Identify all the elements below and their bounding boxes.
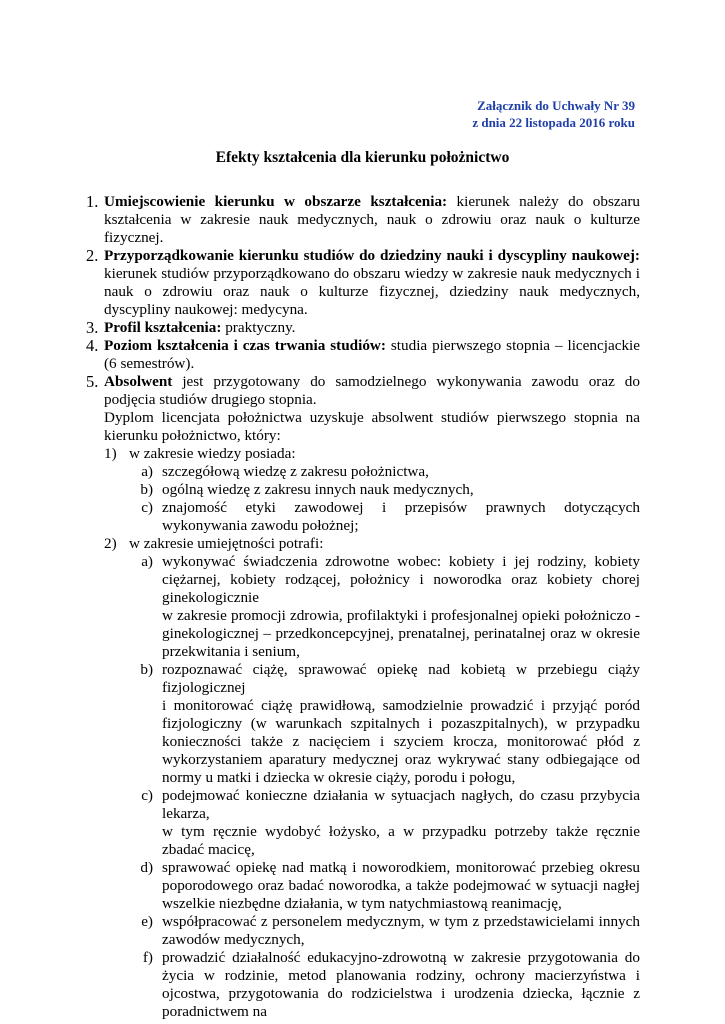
section-text: praktyczny.	[221, 319, 296, 336]
section-text: jest przygotowany do samodzielnego wykonywania zawodu oraz do podjęcia studiów drugiego stopnia.	[104, 373, 640, 408]
document-title: Efekty kształcenia dla kierunku położnictwo	[215, 149, 510, 166]
section-4	[86, 337, 640, 373]
section-1	[86, 193, 640, 247]
item-text-continued: w zakresie promocji zdrowia, profilaktyki i profesjonalnej opieki położniczo - ginekologicznej – przedkoncepcyjnej, prenatalnej, perinatalnej oraz w okresie przekwitania i senium,	[162, 607, 640, 660]
item-text: ogólną wiedzę z zakresu innych nauk medycznych,	[162, 481, 474, 498]
list-item	[86, 553, 640, 661]
section-5	[86, 373, 640, 409]
item-text: wykonywać świadczenia zdrowotne wobec: kobiety i jej rodziny, kobiety ciężarnej, kobiety rodzącej, położnicy i noworodka oraz kobiety chorej ginekologicznie	[162, 553, 640, 606]
subsection-number: 1)	[104, 445, 117, 462]
item-text: podejmować konieczne działania w sytuacjach nagłych, do czasu przybycia lekarza,	[162, 787, 640, 822]
attachment-line-2: z dnia 22 listopada 2016 roku	[472, 115, 635, 130]
section-heading: Absolwent	[104, 373, 173, 390]
item-label: a)	[141, 463, 153, 480]
item-text-continued: w tym ręcznie wydobyć łożysko, a w przypadku potrzeby także ręcznie zbadać macicę,	[162, 823, 640, 858]
list-item	[86, 463, 640, 481]
subsection-number: 2)	[104, 535, 117, 552]
section-text: kierunek studiów przyporządkowano do obszaru wiedzy w zakresie nauk medycznych i nauk o zdrowiu oraz nauk o kulturze fizycznej, dziedziny nauk medycznych, dyscypliny naukowej: medycyna.	[104, 265, 640, 318]
item-label: d)	[140, 859, 153, 876]
list-item	[86, 787, 640, 859]
attachment-header	[472, 97, 635, 131]
list-item	[86, 481, 640, 499]
item-label: e)	[141, 913, 153, 930]
item-label: a)	[141, 553, 153, 570]
list-item	[86, 859, 640, 913]
item-label: f)	[142, 949, 153, 966]
subsection-text: w zakresie umiejętności potrafi:	[129, 535, 324, 552]
section-heading: Poziom kształcenia i czas trwania studiów:	[104, 337, 386, 354]
section-number: 5.	[86, 372, 99, 391]
attachment-line-1: Załącznik do Uchwały Nr 39	[477, 98, 635, 113]
item-text: prowadzić działalność edukacyjno-zdrowotną w zakresie przygotowania do życia w rodzinie, metod planowania rodziny, ochrony macierzyństwa i ojcostwa, przygotowania do rodzicielstwa i urodzenia dziecka, łącznie z poradnictwem na	[162, 949, 640, 1020]
section-text: studia pierwszego stopnia – licencjackie (6 semestrów).	[104, 337, 641, 372]
item-text: znajomość etyki zawodowej i przepisów prawnych dotyczących wykonywania zawodu położnej;	[162, 499, 640, 534]
skills-heading	[86, 535, 640, 553]
list-item	[86, 499, 640, 535]
item-label: c)	[141, 499, 153, 516]
section-number: 2.	[86, 246, 99, 265]
list-item	[86, 949, 640, 1021]
subsection-text: w zakresie wiedzy posiada:	[129, 445, 296, 462]
list-item	[86, 661, 640, 787]
document-body	[86, 193, 640, 1021]
item-text: współpracować z personelem medycznym, w tym z przedstawicielami innych zawodów medycznych,	[162, 913, 640, 948]
knowledge-heading	[86, 445, 640, 463]
item-label: c)	[141, 787, 153, 804]
item-text-continued: i monitorować ciążę prawidłową, samodzielnie prowadzić i przyjąć poród fizjologiczny (w warunkach szpitalnych i pozaszpitalnych), w przypadku konieczności także z nacięciem i szyciem krocza, monitorować płód z wykorzystaniem aparatury medycznej oraz wykrywać stany odbiegające od normy u matki i dziecka w okresie ciąży, porodu i połogu,	[162, 697, 640, 786]
section-number: 4.	[86, 336, 99, 355]
item-text: rozpoznawać ciążę, sprawować opiekę nad kobietą w przebiegu ciąży fizjologicznej	[162, 661, 640, 696]
list-item	[86, 913, 640, 949]
section-number: 3.	[86, 318, 99, 337]
item-label: b)	[140, 661, 153, 678]
section-heading: Przyporządkowanie kierunku studiów do dziedziny nauki i dyscypliny naukowej:	[104, 247, 640, 264]
item-text: sprawować opiekę nad matką i noworodkiem, monitorować przebieg okresu poporodowego oraz badać noworodka, a także podejmować w sytuacji nagłej wszelkie niezbędne działania, w tym natychmiastową reanimację,	[162, 859, 640, 912]
item-text: szczegółową wiedzę z zakresu położnictwa,	[162, 463, 429, 480]
diploma-paragraph: Dyplom licencjata położnictwa uzyskuje absolwent studiów pierwszego stopnia na kierunku położnictwo, który:	[104, 409, 640, 444]
section-number: 1.	[86, 192, 99, 211]
section-text: kierunek należy do obszaru kształcenia w zakresie nauk medycznych, nauk o zdrowiu oraz nauk o kulturze fizycznej.	[104, 193, 640, 246]
section-3	[86, 319, 640, 337]
item-label: b)	[140, 481, 153, 498]
section-heading: Umiejscowienie kierunku w obszarze kształcenia:	[104, 193, 448, 210]
section-2	[86, 247, 640, 319]
section-heading: Profil kształcenia:	[104, 319, 222, 336]
